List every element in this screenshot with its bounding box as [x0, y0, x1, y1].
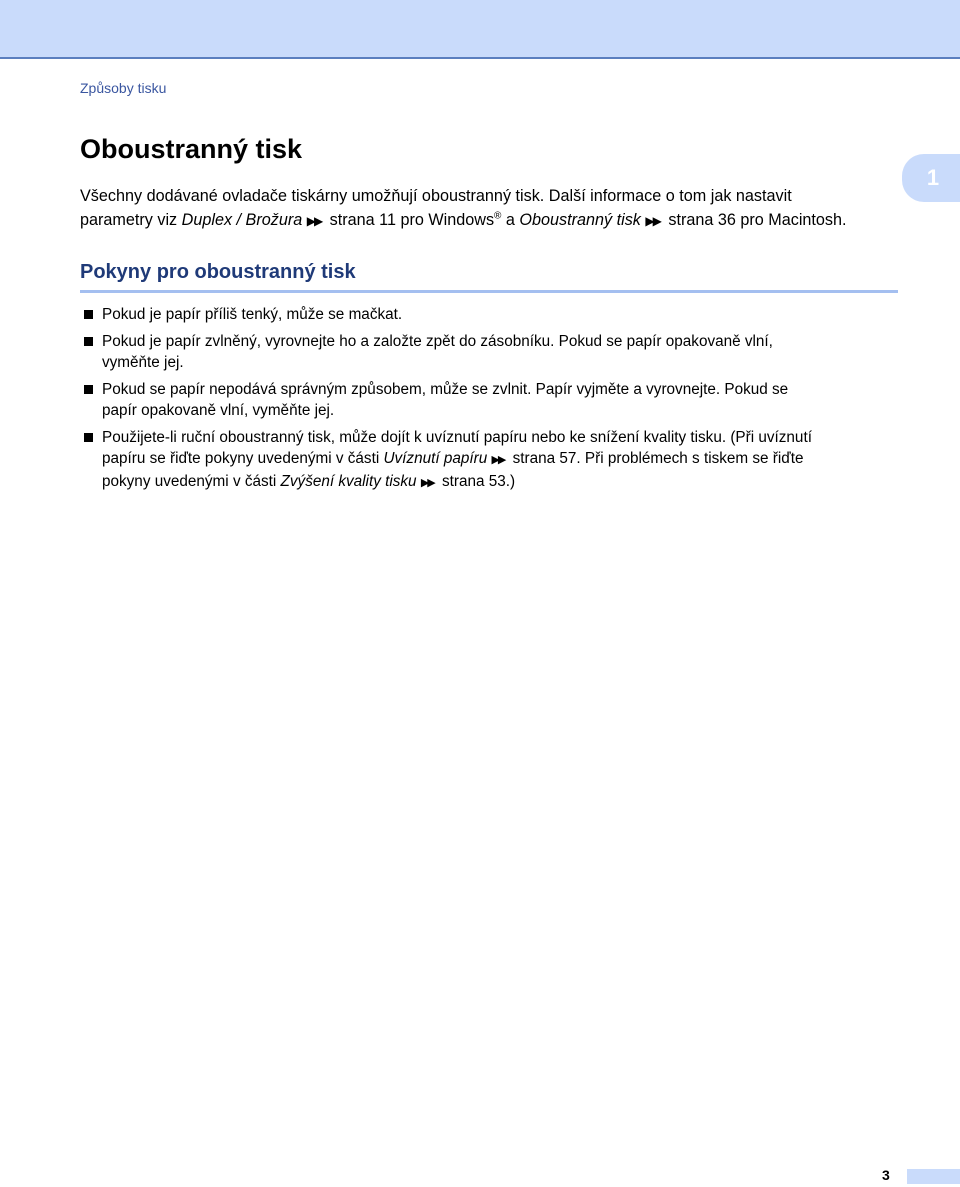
square-bullet-icon [84, 337, 93, 346]
registered-mark: ® [494, 210, 502, 222]
chapter-tab: 1 [902, 154, 960, 202]
top-header-band [0, 0, 960, 59]
intro-text: strana 11 pro Windows [325, 211, 495, 229]
page-number: 3 [882, 1167, 890, 1183]
list-item [80, 331, 898, 373]
list-item [80, 304, 898, 325]
intro-paragraph [80, 184, 910, 233]
double-arrow-icon: ▶▶ [645, 214, 660, 228]
list-item-text: papíru se řiďte pokyny uvedenými v části [102, 450, 384, 467]
list-item-text: Pokud je papír příliš tenký, může se mačkat. [102, 306, 403, 323]
double-arrow-icon: ▶▶ [491, 454, 505, 466]
square-bullet-icon [84, 433, 93, 442]
list-item-text: Pokud je papír zvlněný, vyrovnejte ho a založte zpět do zásobníku. Pokud se papír opakovaně vlní, [102, 333, 773, 350]
list-item-text: Použijete-li ruční oboustranný tisk, může dojít k uvíznutí papíru nebo ke snížení kvality tisku. (Při uvíznutí [102, 429, 812, 446]
list-item-line [102, 448, 898, 471]
list-item [80, 379, 898, 421]
duplex-brozura-link[interactable]: Duplex / Brožura [181, 211, 303, 229]
zvyseni-kvality-tisku-link[interactable]: Zvýšení kvality tisku [280, 473, 417, 490]
list-item [80, 427, 898, 494]
list-item-line [102, 471, 898, 494]
list-item-text: vyměňte jej. [102, 354, 184, 371]
list-item-text: Pokud se papír nepodává správným způsobem, může se zvlnit. Papír vyjměte a vyrovnejte. Pokud se [102, 381, 789, 398]
square-bullet-icon [84, 385, 93, 394]
list-item-text: pokyny uvedenými v části [102, 473, 281, 490]
double-arrow-icon: ▶▶ [420, 477, 434, 489]
intro-line-2 [80, 208, 910, 233]
list-item-text: strana 53.) [437, 473, 516, 490]
intro-text: a [501, 211, 520, 229]
intro-line-1: Všechny dodávané ovladače tiskárny umožňují oboustranný tisk. Další informace o tom jak nastavit [80, 187, 792, 205]
double-arrow-icon: ▶▶ [306, 214, 322, 228]
intro-text: strana 36 pro Macintosh. [663, 211, 847, 229]
breadcrumb: Způsoby tisku [80, 80, 167, 96]
oboustranny-tisk-link[interactable]: Oboustranný tisk [519, 211, 641, 229]
uviznuti-papiru-link[interactable]: Uvíznutí papíru [383, 450, 488, 467]
page-title: Oboustranný tisk [80, 134, 303, 164]
intro-text: parametry viz [80, 211, 182, 229]
footer-tab [907, 1169, 960, 1184]
guidelines-list [80, 304, 898, 500]
list-item-text: papír opakovaně vlní, vyměňte jej. [102, 402, 335, 419]
section-title: Pokyny pro oboustranný tisk [80, 261, 898, 293]
square-bullet-icon [84, 310, 93, 319]
list-item-text: strana 57. Při problémech s tiskem se řiďte [508, 450, 804, 467]
